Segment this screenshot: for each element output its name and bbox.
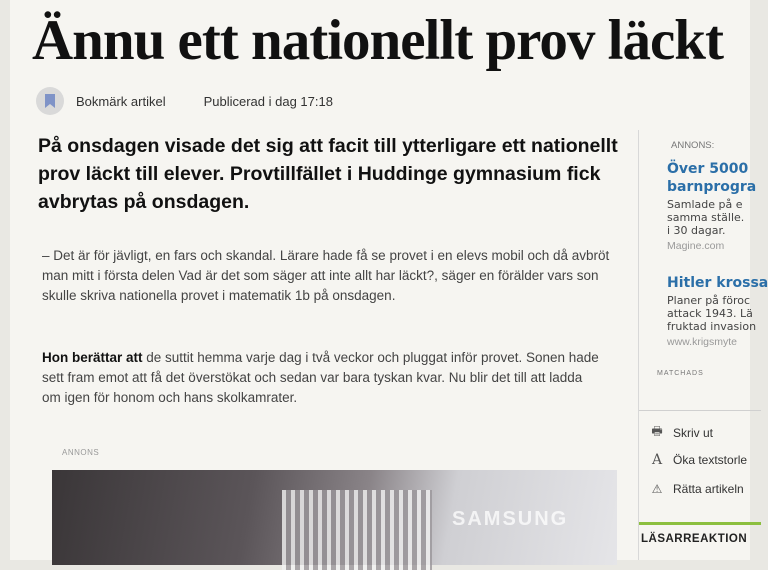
ad-label: ANNONS: [62, 448, 100, 457]
paragraph-lead-in: Hon berättar att: [42, 350, 143, 365]
ad-brand-logo: SAMSUNG: [452, 508, 569, 530]
published-timestamp: Publicerad i dag 17:18: [203, 93, 333, 109]
bookmark-button[interactable]: [36, 87, 64, 115]
sidebar-ad-text: Planer på föroc attack 1943. Lä fruktad invasion: [667, 294, 757, 333]
text-size-button[interactable]: [649, 452, 747, 468]
sidebar-ad-url[interactable]: Magine.com: [667, 240, 725, 252]
article-paragraph: [42, 348, 602, 408]
sidebar-ad-text: Samlade på e samma ställe. i 30 dagar.: [667, 198, 745, 237]
correct-article-label: Rätta artikeln: [673, 482, 744, 496]
text-size-icon: A: [651, 452, 663, 468]
sidebar: [638, 130, 768, 560]
bookmark-label[interactable]: Bokmärk artikel: [76, 93, 166, 109]
sidebar-ad-title[interactable]: Över 5000 barnprogra: [667, 161, 757, 195]
bookmark-icon: [44, 94, 56, 108]
print-label: Skriv ut: [673, 425, 714, 440]
page: [10, 0, 768, 560]
article-headline: Ännu ett nationellt prov läckt: [32, 9, 723, 72]
divider: [639, 410, 761, 411]
print-icon: 🖶: [651, 424, 663, 438]
paragraph-text: de suttit hemma varje dag i två veckor och pluggat inför provet. Sonen hade sett fram emot att få det överstökat och sedan var bara tyskan kvar. Nu blir det till att ladda om igen för honom och hans skolkamrater.: [42, 350, 599, 405]
article-paragraph: – Det är för jävligt, en fars och skandal. Lärare hade få se provet i en elevs mobil och då avbröt man mitt i första delen Vad är det som säger att inte allt har läckt?, säger en förälder vars son skulle skriva nationella provet i matematik 1b på onsdagen.: [42, 248, 610, 303]
ad-image-graphic: [282, 490, 432, 570]
article-meta: [36, 86, 333, 116]
ad-banner[interactable]: [52, 470, 617, 565]
correct-article-button[interactable]: [649, 482, 744, 496]
text-size-label: Öka textstorle: [673, 453, 748, 467]
sidebar-ad-title[interactable]: Hitler krossa: [667, 275, 768, 291]
article-lead: På onsdagen visade det sig att facit till ytterligare ett nationellt prov läckt till elever. Provtillfället i Huddinge gymnasium fick avbrytas på onsdagen.: [38, 135, 618, 213]
sidebar-ad-label: ANNONS:: [671, 140, 715, 151]
reader-reactions-heading: LÄSARREAKTION: [639, 522, 761, 562]
correct-icon: ⚠: [651, 482, 663, 496]
print-button[interactable]: [649, 422, 713, 443]
sidebar-ad-url[interactable]: www.krigsmyte: [667, 336, 738, 348]
match-ads-label: MATCHADS: [657, 370, 704, 377]
